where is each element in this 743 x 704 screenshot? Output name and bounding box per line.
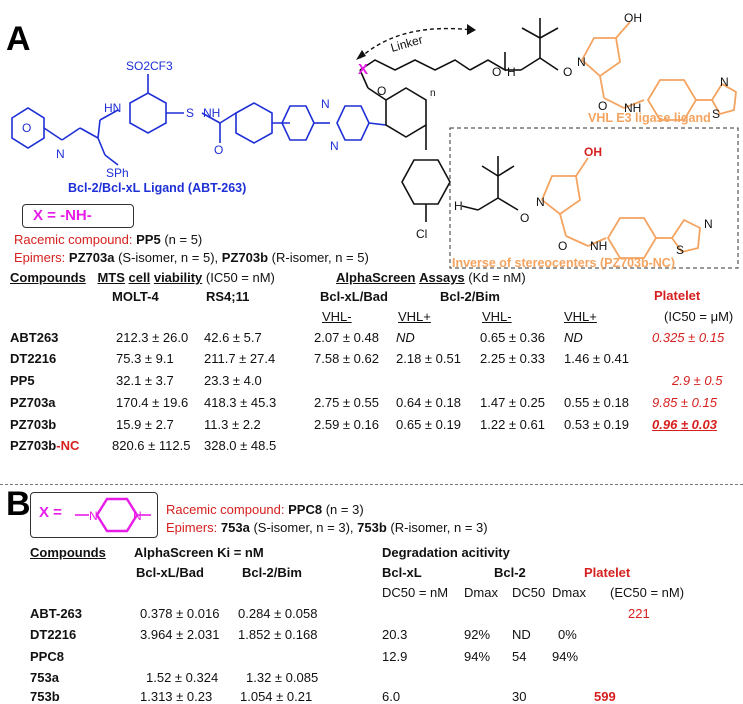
- row-a3-rs: 418.3 ± 45.3: [204, 395, 277, 410]
- inverse-label-text: Inverse of stereocenters (PZ703b-NC): [452, 256, 675, 270]
- inverse-n-terminal: H: [454, 199, 463, 213]
- row-a3-b2-plus: 0.55 ± 0.18: [564, 395, 629, 410]
- row-a4-xl-plus: 0.65 ± 0.19: [396, 417, 461, 432]
- row-b4-name: 753b: [30, 689, 60, 704]
- so2cf3-label: SO2CF3: [126, 59, 173, 73]
- row-b2-b2-dc50: 54: [512, 649, 527, 664]
- row-b1-name: DT2216: [30, 627, 77, 642]
- row-a4-xl-minus: 2.59 ± 0.16: [314, 417, 379, 432]
- sph-label: SPh: [106, 166, 129, 180]
- piperazine-n-left: N: [89, 509, 98, 523]
- row-a1-xl-minus: 7.58 ± 0.62: [314, 351, 379, 366]
- row-a5-molt: 820.6 ± 112.5: [112, 438, 191, 453]
- h-rs: RS4;11: [206, 289, 250, 304]
- h-degradation: Degradation acitivity: [382, 545, 510, 560]
- row-b1-b2-bim: 1.852 ± 0.168: [238, 627, 318, 642]
- linker-label: Linker: [388, 32, 425, 55]
- racemic-n-a: (n = 5): [164, 232, 203, 247]
- row-a4-b2-minus: 1.22 ± 0.61: [480, 417, 545, 432]
- row-a2-molt: 32.1 ± 3.7: [116, 373, 174, 388]
- thiazole-n: N: [720, 75, 729, 89]
- row-a0-molt: 212.3 ± 26.0: [116, 330, 189, 345]
- row-a3-platelet: 9.85 ± 0.15: [652, 395, 717, 410]
- row-b4-b2-dc50: 30: [512, 689, 527, 704]
- morpholine-n: N: [56, 147, 65, 161]
- row-b0-name: ABT-263: [30, 606, 83, 621]
- h-cell: cell: [128, 270, 151, 285]
- row-a1-b2-plus: 1.46 ± 0.41: [564, 351, 629, 366]
- x-definition-b: X =: [39, 504, 62, 521]
- inverse-amide-o: O: [520, 211, 530, 225]
- row-b2-xl-dmax: 94%: [464, 649, 491, 664]
- row-a4-b2-plus: 0.53 ± 0.19: [564, 417, 629, 432]
- epimer-753b: 753b: [357, 520, 387, 535]
- piperazine-n-right: N: [133, 509, 142, 523]
- carboxamide-nh: NH: [624, 101, 642, 115]
- proline-n: N: [577, 55, 586, 69]
- row-b0-platelet: 221: [628, 606, 650, 621]
- vhl-ligand-label: VHL E3 ligase ligand: [588, 111, 711, 125]
- x-piperazine-box: [30, 492, 158, 538]
- row-a3-xl-minus: 2.75 ± 0.55: [314, 395, 379, 410]
- row-a4-rs: 11.3 ± 2.2: [204, 417, 261, 432]
- h-mts: MTS: [97, 270, 125, 285]
- panel-divider: [0, 484, 743, 485]
- h-platelet-unit-b: (EC50 = nM): [610, 585, 685, 600]
- row-a5-name-suffix: -NC: [56, 438, 80, 453]
- h-molt: MOLT-4: [112, 289, 159, 304]
- inverse-proline-n: N: [536, 195, 545, 209]
- racemic-line-a: [14, 232, 202, 247]
- row-b0-b2-bim: 0.284 ± 0.058: [238, 606, 318, 621]
- h-dmax-1: Dmax: [464, 585, 498, 600]
- h-bcl2-b: Bcl-2: [494, 565, 526, 580]
- row-a4-name: PZ703b: [10, 417, 57, 432]
- amide2-h: H: [507, 65, 516, 79]
- epimers-line-a: [14, 250, 369, 265]
- row-b1-b2-dmax: 0%: [558, 627, 577, 642]
- inverse-thiazole-n: N: [704, 217, 713, 231]
- row-b4-xl-bad: 1.313 ± 0.23: [140, 689, 213, 704]
- vhl-amide-o: O: [563, 65, 573, 79]
- table-a-header-alpha: [336, 270, 526, 285]
- h-alpha-a: AlphaScreen: [336, 270, 416, 285]
- inverse-label: [452, 256, 675, 270]
- row-b1-xl-bad: 3.964 ± 2.031: [140, 627, 220, 642]
- row-b2-b2-dmax: 94%: [552, 649, 579, 664]
- row-b0-xl-bad: 0.378 ± 0.016: [140, 606, 220, 621]
- row-a5-name-wrap: [10, 438, 79, 453]
- row-a0-platelet: 0.325 ± 0.15: [652, 330, 725, 345]
- row-a2-platelet: 2.9 ± 0.5: [672, 373, 723, 388]
- epimer-a-desc: (S-isomer, n = 5),: [118, 250, 219, 265]
- h-assays: Assays: [419, 270, 465, 285]
- h-viability-unit: (IC50 = nM): [205, 270, 275, 285]
- row-b3-name: 753a: [30, 670, 59, 685]
- row-b4-b2-bim: 1.054 ± 0.21: [240, 689, 313, 704]
- row-b3-xl-bad: 1.52 ± 0.324: [146, 670, 219, 685]
- h-viability: viability: [153, 270, 203, 285]
- row-a3-name: PZ703a: [10, 395, 56, 410]
- piperazine-n2: N: [330, 139, 339, 153]
- row-a5-name: PZ703b: [10, 438, 57, 453]
- epimers-line-b: [166, 520, 488, 535]
- row-a1-name: DT2216: [10, 351, 57, 366]
- inverse-carboxamide-nh: NH: [590, 239, 608, 253]
- piperazine-n1: N: [321, 97, 330, 111]
- h-platelet-a: Platelet: [654, 288, 701, 303]
- epimers-prefix-a: Epimers:: [14, 250, 66, 265]
- epimer-753a-desc: (S-isomer, n = 3),: [253, 520, 354, 535]
- row-b3-b2-bim: 1.32 ± 0.085: [246, 670, 319, 685]
- epimers-prefix-b: Epimers:: [166, 520, 218, 535]
- row-a5-rs: 328.0 ± 48.5: [204, 438, 277, 453]
- inverse-oh: OH: [584, 145, 602, 159]
- row-a0-b2-minus: 0.65 ± 0.36: [480, 330, 545, 345]
- racemic-line-b: [166, 502, 364, 517]
- row-b1-xl-dmax: 92%: [464, 627, 491, 642]
- table-a-header-row1: [10, 270, 275, 285]
- row-a2-name: PP5: [10, 373, 35, 388]
- h-bclxl-bad-a: Bcl-xL/Bad: [320, 289, 388, 304]
- x-definition: X = -NH-: [33, 207, 92, 224]
- sulfonamide-nh: NH: [203, 106, 221, 120]
- racemic-name-a: PP5: [136, 232, 161, 247]
- h-compounds-a: Compounds: [10, 270, 86, 285]
- row-a4-molt: 15.9 ± 2.7: [116, 417, 174, 432]
- panel-b-label: B: [6, 485, 31, 523]
- linker-x: X: [358, 61, 369, 78]
- row-a3-b2-minus: 1.47 ± 0.25: [480, 395, 545, 410]
- h-bcl2-bim-b: Bcl-2/Bim: [242, 565, 302, 580]
- h-platelet-unit-a: (IC50 = μM): [664, 309, 734, 324]
- row-a3-xl-plus: 0.64 ± 0.18: [396, 395, 461, 410]
- h-vhl-minus-2: VHL-: [482, 309, 512, 324]
- inverse-carboxamide-o: O: [558, 239, 568, 253]
- h-bcl2-bim-a: Bcl-2/Bim: [440, 289, 500, 304]
- epimer-a-name: PZ703a: [68, 250, 115, 265]
- row-a1-molt: 75.3 ± 9.1: [116, 351, 174, 366]
- epimer-b-desc: (R-isomer, n = 5): [271, 250, 369, 265]
- row-b1-b2-dc50: ND: [512, 627, 531, 642]
- h-vhl-plus-1: VHL+: [398, 309, 431, 324]
- epimer-753b-desc: (R-isomer, n = 3): [390, 520, 488, 535]
- inverse-thiazole-s: S: [676, 243, 685, 257]
- amine-hn: HN: [104, 101, 122, 115]
- racemic-prefix-a: Racemic compound:: [14, 232, 133, 247]
- amide-o: O: [214, 143, 224, 157]
- panel-a-label: A: [6, 20, 31, 58]
- thiazole-s: S: [712, 107, 721, 121]
- x-definition-box: [22, 204, 134, 228]
- carboxamide-o: O: [598, 99, 608, 113]
- epimer-b-name: PZ703b: [221, 250, 269, 265]
- h-vhl-plus-2: VHL+: [564, 309, 597, 324]
- racemic-n-b: (n = 3): [325, 502, 364, 517]
- h-assays-unit: (Kd = nM): [468, 270, 526, 285]
- h-vhl-minus-1: VHL-: [322, 309, 352, 324]
- h-platelet-b: Platelet: [584, 565, 631, 580]
- row-b4-platelet: 599: [594, 689, 616, 704]
- chloro-cl: Cl: [416, 227, 428, 241]
- piperazine-icon: [75, 493, 155, 537]
- inverse-tert-leucine: [462, 156, 518, 210]
- row-b2-name: PPC8: [30, 649, 64, 664]
- sulfonyl-s: S: [186, 106, 195, 120]
- row-a0-b2-plus: ND: [564, 330, 583, 345]
- row-a0-xl-plus: ND: [396, 330, 415, 345]
- morpholine-o: O: [22, 121, 32, 135]
- h-dmax-2: Dmax: [552, 585, 586, 600]
- row-a0-xl-minus: 2.07 ± 0.48: [314, 330, 379, 345]
- carbonyl-o: O: [377, 84, 387, 98]
- row-a3-molt: 170.4 ± 19.6: [116, 395, 189, 410]
- row-b4-xl-dc50: 6.0: [382, 689, 401, 704]
- row-a1-xl-plus: 2.18 ± 0.51: [396, 351, 461, 366]
- h-compounds-b: Compounds: [30, 545, 106, 560]
- tert-leucine: [521, 18, 558, 70]
- row-a4-platelet: 0.96 ± 0.03: [652, 417, 717, 432]
- chain-n: n: [430, 88, 436, 99]
- hydroxyl-oh: OH: [624, 11, 642, 25]
- h-alpha-b: AlphaScreen Ki = nM: [134, 545, 264, 560]
- racemic-prefix-b: Racemic compound:: [166, 502, 285, 517]
- h-dc50-1: DC50 = nM: [382, 585, 449, 600]
- row-a0-rs: 42.6 ± 5.7: [204, 330, 262, 345]
- epimer-753a: 753a: [220, 520, 250, 535]
- row-b1-xl-dc50: 20.3: [382, 627, 408, 642]
- h-dc50-2: DC50: [512, 585, 546, 600]
- racemic-name-b: PPC8: [288, 502, 323, 517]
- row-a0-name: ABT263: [10, 330, 59, 345]
- row-a1-b2-minus: 2.25 ± 0.33: [480, 351, 545, 366]
- h-bclxl-b: Bcl-xL: [382, 565, 422, 580]
- row-a1-rs: 211.7 ± 27.4: [204, 351, 276, 366]
- row-b2-xl-dc50: 12.9: [382, 649, 408, 664]
- bcl-ligand-label: Bcl-2/Bcl-xL Ligand (ABT-263): [68, 181, 247, 195]
- row-a2-rs: 23.3 ± 4.0: [204, 373, 262, 388]
- h-bclxl-bad-b: Bcl-xL/Bad: [136, 565, 204, 580]
- amide2-o: O: [492, 65, 502, 79]
